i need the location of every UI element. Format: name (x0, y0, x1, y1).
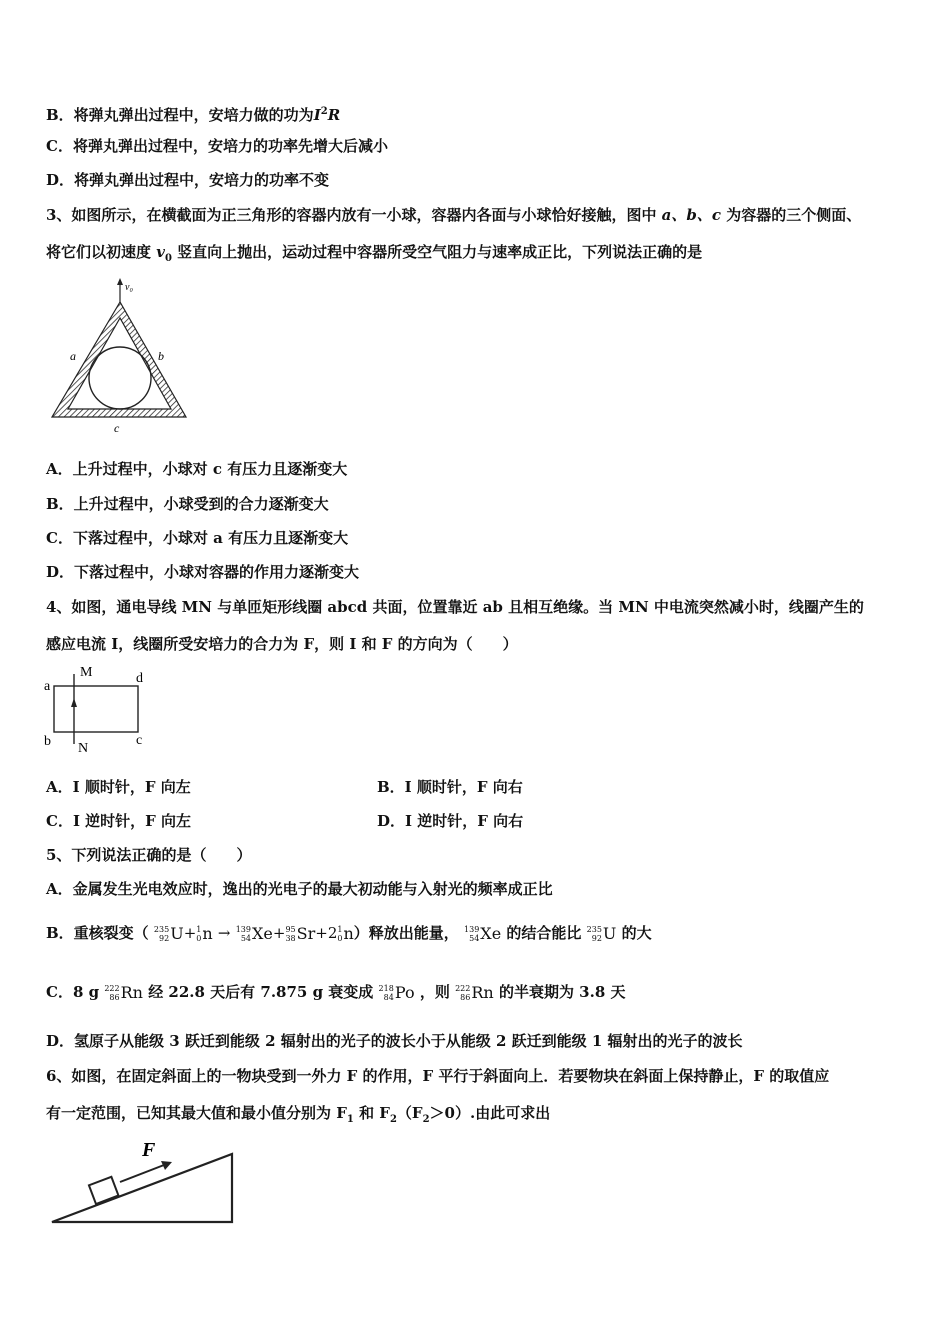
label-M: M (80, 665, 93, 680)
nuclide-u235-b: 235 92 U (586, 924, 617, 943)
q3-triangle-figure (46, 276, 196, 436)
q3-stem-line2: 将它们以初速度 $v_0$ 竖直向上抛出，运动过程中容器所受空气阻力与速率成正比，下列说法正确的是 (46, 243, 703, 264)
q6-stem-line1: 6、如图，在固定斜面上的一物块受到一外力 F 的作用，F 平行于斜面向上．若要物块在斜面上保持静止，F 的取值应 (46, 1067, 830, 1085)
q4-option-d: D．I 逆时针，F 向右 (377, 812, 524, 830)
label-d: d (136, 671, 143, 686)
q2-option-c: C．将弹丸弹出过程中，安培力的功率先增大后减小 (46, 137, 388, 155)
nuclide-neutron-2: 1 0 n (337, 924, 354, 943)
q5-option-a: A．金属发生光电效应时，逸出的光电子的最大初动能与入射光的频率成正比 (46, 880, 553, 898)
nuclide-rn222: 222 86 Rn (104, 983, 143, 1002)
nuclide-po218: 218 84 Po (378, 983, 415, 1002)
label-c: c (136, 733, 143, 748)
label-a: a (44, 679, 51, 694)
nuclide-rn222-b: 222 86 Rn (455, 983, 494, 1002)
label-c: c (114, 421, 120, 435)
block (89, 1177, 119, 1204)
q5-option-b: B．重核裂变（ 235 92 U+ 1 0 n → 139 54 Xe+ 95 38 Sr+2 1 0 n）释放出能量， 139 54 Xe 的结合能比 235 92 U 的大 (46, 920, 652, 947)
q6-stem-line2: 有一定范围，已知其最大值和最小值分别为 $F_1$ 和 $F_2(F_2>0)$.由此可求出 (46, 1104, 551, 1125)
q5-stem: 5、下列说法正确的是（ ） (46, 846, 252, 864)
label-F: F (142, 1139, 156, 1161)
rectangular-coil (54, 686, 138, 732)
q3-stem-line1: 3、如图所示，在横截面为正三角形的容器内放有一小球，容器内各面与小球恰好接触，图中 a、b、c 为容器的三个侧面、 (46, 206, 862, 224)
nuclide-xe139: 139 54 Xe (235, 924, 273, 943)
nuclide-neutron: 1 0 n (196, 924, 213, 943)
nuclide-xe139-b: 139 54 Xe (464, 924, 502, 943)
q4-option-b: B．I 顺时针，F 向右 (377, 778, 523, 796)
label-a: a (70, 349, 76, 363)
label-N: N (78, 741, 89, 756)
q2-option-b: B．将弹丸弹出过程中，安培力做的功为$I^2R$ (46, 106, 341, 124)
q6-incline-figure (46, 1134, 246, 1230)
current-arrow (71, 698, 77, 707)
q5-option-d: D．氢原子从能级 3 跃迁到能级 2 辐射出的光子的波长小于从能级 2 跃迁到能级 1 辐射出的光子的波长 (46, 1032, 743, 1050)
q2-option-d: D．将弹丸弹出过程中，安培力的功率不变 (46, 171, 330, 189)
q4-option-a: A．I 顺时针，F 向左 (46, 778, 191, 796)
q4-coil-figure (40, 660, 160, 760)
q4-stem-line2: 感应电流 I，线圈所受安培力的合力为 F，则 I 和 F 的方向为（ ） (46, 635, 518, 653)
q3-option-b: B．上升过程中，小球受到的合力逐渐变大 (46, 495, 329, 513)
q3-option-d: D．下落过程中，小球对容器的作用力逐渐变大 (46, 563, 360, 581)
incline (52, 1154, 232, 1222)
label-b: b (44, 734, 51, 749)
q4-stem-line1: 4、如图，通电导线 MN 与单匝矩形线圈 abcd 共面，位置靠近 ab 且相互绝缘。当 MN 中电流突然减小时，线圈产生的 (46, 598, 864, 616)
force-arrow-shaft (120, 1165, 164, 1182)
nuclide-u235: 235 92 U (153, 924, 184, 943)
q4-option-c: C．I 逆时针，F 向左 (46, 812, 192, 830)
q3-option-a: A．上升过程中，小球对 c 有压力且逐渐变大 (46, 460, 348, 478)
q3-option-c: C．下落过程中，小球对 a 有压力且逐渐变大 (46, 529, 349, 547)
label-v0: v₀ (125, 282, 133, 293)
velocity-arrow-head (117, 278, 123, 285)
nuclide-sr95: 95 38 Sr (285, 924, 316, 943)
q5-option-c: C．8 g 222 86 Rn 经 22.8 天后有 7.875 g 衰变成 218 84 Po ，则 222 86 Rn 的半衰期为 3.8 天 (46, 979, 625, 1006)
label-b: b (158, 349, 164, 363)
